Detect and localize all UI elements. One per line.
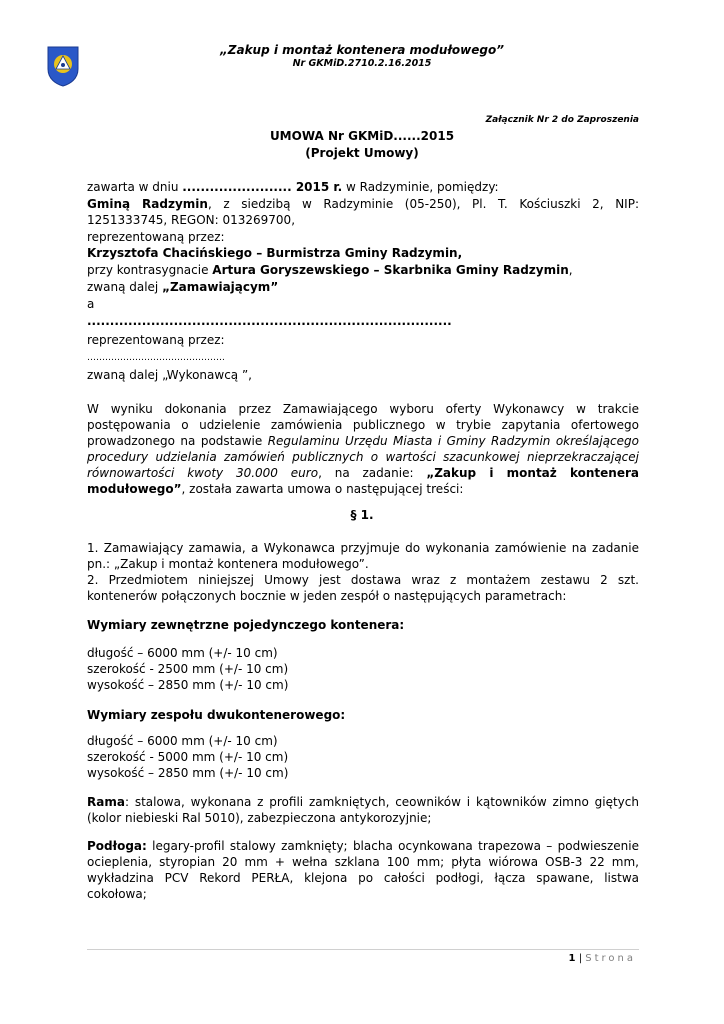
conjunction: a (87, 297, 95, 311)
party1-ids: 1251333745, REGON: 013269700, (87, 213, 296, 227)
point2-line2: kontenerów połączonych bocznie w jeden zespół o następujących parametrach: (87, 589, 567, 603)
page-footer: 1 | Strona (568, 953, 636, 964)
header-case-number: Nr GKMiD.2710.2.16.2015 (292, 58, 432, 69)
floor-line2: ocieplenia, styropian 20 mm + wełna szklana 100 mm; płyta wiórowa OSB-3 22 mm, (87, 855, 639, 869)
dims-double-width: szerokość - 5000 mm (+/- 10 cm) (87, 750, 289, 764)
party1-mayor: Krzysztofa Chacińskiego – Burmistrza Gminy Radzymin, (87, 246, 463, 260)
floor-line4: cokołowa; (87, 887, 147, 901)
dims-single-length: długość – 6000 mm (+/- 10 cm) (87, 646, 278, 660)
dims-single-height: wysokość – 2850 mm (+/- 10 cm) (87, 678, 289, 692)
para1-line6: modułowego”, została zawarta umowa o następującej treści: (87, 482, 464, 496)
para1-line5: równowartości kwoty 30.000 euro, na zadanie: „Zakup i montaż kontenera (87, 466, 639, 480)
dims-single-width: szerokość - 2500 mm (+/- 10 cm) (87, 662, 289, 676)
para1-line1: W wyniku dokonania przez Zamawiającego wyboru oferty Wykonawcy w trakcie (87, 402, 639, 416)
point1-line1: 1. Zamawiający zamawia, a Wykonawca przyjmuje do wykonania zamówienie na zadanie (87, 541, 639, 555)
point1-line2: pn.: „Zakup i montaż kontenera modułowego”. (87, 557, 369, 571)
party1-line: Gminą Radzymin, z siedzibą w Radzyminie (05-250), Pl. T. Kościuszki 2, NIP: (87, 197, 639, 211)
page-number: 1 (568, 953, 576, 964)
party1-represented: reprezentowaną przez: (87, 230, 225, 244)
party2-rep-blank: ………………………………………. (87, 353, 225, 363)
party2-name-blank: ................................................................................ (87, 314, 452, 328)
dims-double-height: wysokość – 2850 mm (+/- 10 cm) (87, 766, 289, 780)
party1-countersign: przy kontrasygnacie Artura Goryszewskiego – Skarbnika Gminy Radzymin, (87, 263, 573, 277)
contract-title: UMOWA Nr GKMiD......2015 (269, 129, 455, 143)
dims-double-heading: Wymiary zespołu dwukontenerowego: (87, 708, 346, 722)
frame-line1: Rama: stalowa, wykonana z profili zamkniętych, ceowników i kątowników zimno giętych (87, 795, 639, 809)
party2-represented: reprezentowaną przez: (87, 333, 225, 347)
floor-line1: Podłoga: legary-profil stalowy zamknięty; blacha ocynkowana trapezowa – podwieszenie (87, 839, 639, 853)
party1-alias: zwaną dalej „Zamawiającym” (87, 280, 279, 294)
point2-line1: 2. Przedmiotem niniejszej Umowy jest dostawa wraz z montażem zestawu 2 szt. (87, 573, 639, 587)
dims-double-length: długość – 6000 mm (+/- 10 cm) (87, 734, 278, 748)
page-label: Strona (585, 953, 636, 964)
section-heading: § 1. (350, 508, 374, 522)
para1-line4: procedury udzielania zamówień publicznych o wartości szacunkowej nieprzekraczającej (87, 450, 639, 464)
floor-line3: wykładzina PCV Rekord PERŁA, klejona po całości podłogi, łącza spawane, listwa (87, 871, 639, 885)
dims-single-heading: Wymiary zewnętrzne pojedynczego kontenera: (87, 618, 405, 632)
frame-line2: (kolor niebieski Ral 5010), zabezpieczona antykorozyjnie; (87, 811, 432, 825)
contract-subtitle: (Projekt Umowy) (305, 146, 419, 160)
header-title: „Zakup i montaż kontenera modułowego” (220, 43, 504, 57)
para1-line3: prowadzonego na podstawie Regulaminu Urzędu Miasta i Gminy Radzymin określającego (87, 434, 639, 448)
party2-alias: zwaną dalej „Wykonawcą ”, (87, 368, 252, 382)
para1-line2: postępowania o udzielenie zamówienia publicznego w trybie zapytania ofertowego (87, 418, 639, 432)
intro-date-line: zawarta w dniu ........................ 2015 r. w Radzyminie, pomiędzy: (87, 180, 499, 194)
footer-divider (87, 949, 639, 950)
annex-label: Załącznik Nr 2 do Zaproszenia (485, 115, 639, 125)
